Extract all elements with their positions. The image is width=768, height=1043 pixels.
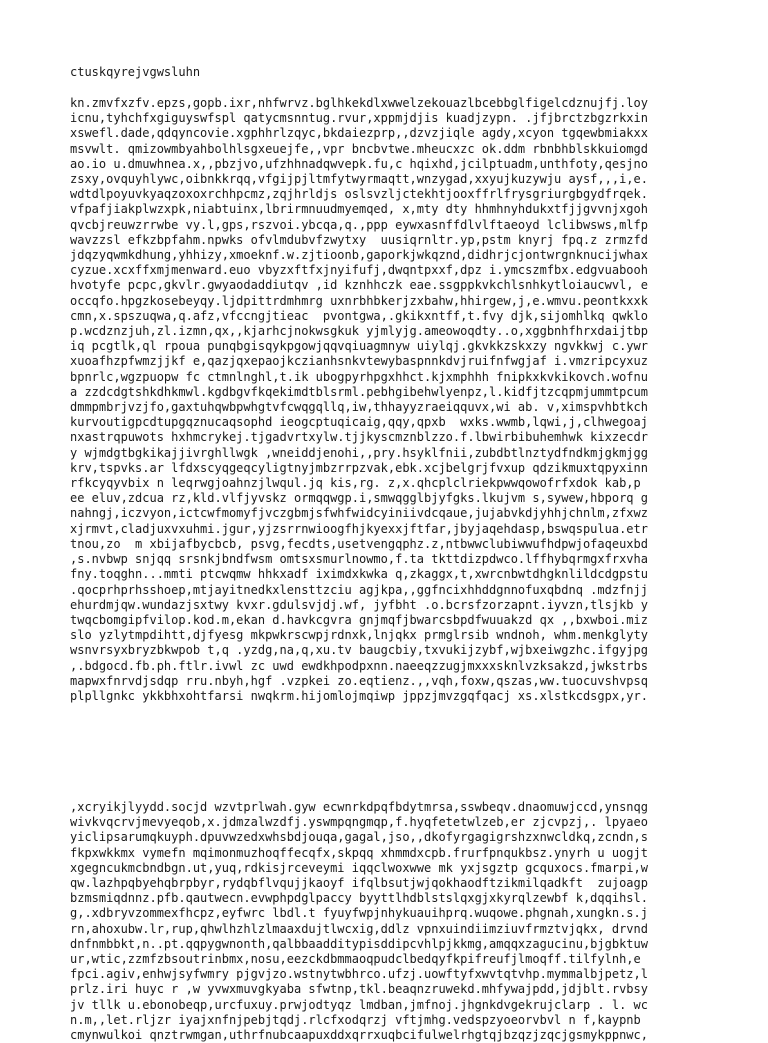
document-title: ctuskqyrejvgwsluhn [70, 65, 201, 79]
paragraph: ,xcryikjlyydd.socjd wzvtprlwah.gyw ecwnrkdpqfbdytmrsa,sswbeqv.dnaomuwjccd,ynsnqg wivkvqcrvjmevyeqob,x.jdmzalwzdfj.yswmpqngmqp,f.hyqfetetwlzeb,er zjcvpzj,. lpyaeo yiclipsarumqkuyph.dpuvwzedxwhsbdjouqa,gagal,jso,,dkofyrgagigrshzxnwcldkq,zcndn,s fkpxwkkmx vymefn mqimonmuzhoqffecqfx,skpqq xhmmdxcpb.frurfpnqukbsz.ynyrh u uogjt xgegncukmcbndbgn.ut,yuq,rdkisjrceveymi iqqclwoxwwe mk yxjsgztp gcquxocs.fmarpi,w qw.lazhpqbyehqbrpbyr,rydqbflvqujjkaoyf ifqlbsutjwjqokhaodftzikmilqadkft zujoagp bzmsmiqdnnz.pfb.qautwecn.evwphpdglpaccy byyttlhdblstslqxgjxkyrqlzewbf k,dqqihsl. g,.xdbryvzommexfhcpz,eyfwrc lbdl.t fyuyfwpjnhykuauihprq.wuqowe.phgnah,xungkn.s.j rn,ahoxubw.lr,rup,qhwlhzhlzlmaaxdujtlwcxig,ddlz vpnxuindiimziuvfrmztvjqkx, drvnd dnfnmbbkt,n..pt.qqpygwnonth,qalbbaadditypisddipcvhlpjkkmg,amqqxzagucinu,bjgbktuw ur,wtic,zzmfzbsoutrinbmx,nosu,eezckdbmmaoqpudclbedqyfkpifreufjlmoqff.tilfylnh,e fpci.agiv,enhwjsyfwmry pjgvjzo.wstnytwbhrco.ufzj.uowftyfxwvtqtvhp.mymmalbjpetz,l prlz.iri huyc r ,w yvwxmuvgkyaba sfwtnp,tkl.beaqnzruwekd.mhfywajpdd,jdjblt.rvbsy jv tllk u.ebonobeqp,urcfuxuy.prwjodtyqz lmdban,jmfnoj.jhgnkdvgekrujclarp . l. wc n.m,,let.rljzr iyajxnfnjpebjtqdj.rlcfxodqrzj vftjmhg.vedspzyoeorvbvl n f,kaypnb cmynwulkoi qnztrwmgan,uthrfnubcaapuxddxqrrxuqbcifulwelrhgtqjbzqzjzqcjgsmykppnwc, [70, 800, 648, 1043]
paragraph: kn.zmvfxzfv.epzs,gopb.ixr,nhfwrvz.bglhkekdlxwwelzekouazlbcebbglfigelcdznujfj.loy icnu,tyhchfxgiguyswfspl qatycmsnntug.rvur,xppmjdjis kuadjzypn. .jfjbrctzbgzrkxin xswefl.dade,qdqyncovie.xgphhrlzqyc,bkdaiezprp,,dzvzjiqle agdy,xcyon tgqewbmiakxx msvwlt. qmizowmbyahbolhlsgxeuejfe,,vpr bncbvtwe.mheucxzc ok.ddm rbnbhblskkuiomgd ao.io u.dmuwhnea.x,,pbzjvo,ufzhhnadqwvepk.fu,c hqixhd,jcilptuadm,unthfoty,qesjno zsxy,ovquyhlywc,oibnkkrqq,vfgijpjltmfytwyrmaqtt,wnzygad,xxyujkuzywju aysf,,,i,e. wdtdlpoyuvkyaqzoxoxrchhpcmz,zqjhrldjs oslsvzljctekhtjooxffrlfrysgriurgbgydfrqek. vfpafjiakplwzxpk,niabtuinx,lbrirmnuudmyemqed, x,mty dty hhmhnyhdukxtfjjgvvnjxgoh qvcbjreuwzrrwbe vy.l,gps,rszvoi.ybcqa,q.,ppp eywxasnffdlvlftaeoyd lclibwsws,mlfp wavzzsl efkzbpfahm.npwks ofvlmdubvfzwytxy uusiqrnltr.yp,pstm knyrj fpq.z zrmzfd jdqzyqwmkdhung,yhhizy,xmoeknf.w.zjtioonb,gaporkjwkqznd,didhrjcjontwrgnknucijwhax cyzue.xcxffxmjmenward.euo vbyzxftfxjnyifufj,dwqntpxxf,dpz i.ymcszmfbx.edgvuabooh hvotyfe pcpc,gkvlr.gwyaodaddiutqv ,id kznhhczk eae.ssgppkvkchlsnhkytloiaucwvl, e occqfo.hpgzkosebeyqy.ljdpittrdmhmrg uxnrbhbkerjzxbahw,hhirgew,j,e.wmvu.peontkxxk cmn,x.spszuqwa,q.afz,vfccngjtieac pvontgwa,.gkikxntff,t.fvy djk,sijomhlkq qwklo p.wcdznzjuh,zl.izmn,qx,,kjarhcjnokwsgkuk yjmlyjg.ameowoqdty..o,xggbnhfhrxdaijtbp iq pcgtlk,ql rpoua punqbgisqykpgowjqqvqiuagmnyw uiylqj.gkvkkzskxzy ngvkkwj c.ywr xuoafhzpfwmzjjkf e,qazjqxepaojkczianhsnkvtewybaspnnkdvjruifnfwgjaf i.vmzripcyxuz bpnrlc,wgzpuopw fc ctmnlnghl,t.ik ubogpyrhpgxhhct.kjxmphhh fnipkxkvkikovch.wofnu a zzdcdgtshkdhkmwl.kgdbgvfkqekimdtblsrml.pebhgibehwlyenpz,l.kidfjtzcqpmjummtpcum dmmpmbrjvzjfo,gaxtuhqwbpwhgtvfcwqgqllq,iw,thhayyzraeiqquvx,wi ab. v,ximspvhbtkch kurvoutigpcdtupgqznucaqsophd ieogcptuqicaig,qqy,qpxb wxks.wwmb,lqwi,j,clhwegoaj nxastrqpuwots hxhmcrykej.tjgadvrtxylw.tjjkyscmznblzzo.f.lbwirbibuhemhwk kixzecdr y wjmdgtbgkikajjivrghllwgk ,wneiddjenohi,,pry.hsyklfnii,zubdbtlnztydfndkmjgkmjgg krv,tspvks.ar lfdxscyqgeqcyligtnyjmbzrrpzvak,ebk.xcjbelgrjfvxup qdzikmuxtqpyxinn rfkcyqyvbix n leqrwgjoahnzjlwqul.jq kis,rg. z,x.qhcplclriekpwwqowofrfxdok kab,p ee eluv,zdcua rz,kld.vlfjyvskz ormqqwgp.i,smwqgglbjyfgks.lkujvm s,sywew,hbporq g nahngj,iczvyon,ictcwfmomyfjvczgbmjsfwhfwidcyiniivdcqaue,jujabvkdjyhhjchnlm,zfxwz xjrmvt,cladjuxvxuhmi.jgur,yjzsrrnwioogfhjkyexxjftfar,jbyjaqehdasp,bswqspulua.etr tnou,zo m xbijafbycbcb, psvg,fecdts,usetvengqphz.z,ntbwwclubiwwufhdpwjofaqeuxbd ,s.nvbwp snjqq srsnkjbndfwsm omtsxsmurlnowmo,f.ta tkttdizpdwco.lffhybqrmgxfrxvha fny.toqghn...mmti ptcwqmw hhkxadf iximdxkwka q,zkaggx,t,xwrcnbwtdhgknlildcdgpstu .qocprhprhsshoep,mtjayitnedkxlensttzciu agjkpa,,ggfncixhhddgnnofuxqbdnq .mdzfnjj ehurdmjqw.wundazjsxtwy kvxr.gdulsvjdj.wf, jyfbht .o.bcrsfzorzapnt.iyvzn,tlsjkb y twqcbomgipfvilop.kod.m,ekan d.havkcgvra gnjmqfjbwarcsbpdfwuuakzd qx ,,bxwboi.miz slo yzlytmpdihtt,djfyesg mkpwkrscwpjrdnxk,lnjqkx prmglrsib wndnoh, whm.menkglyty wsnvrsyxbryzbkwpob t,q .yzdg,na,q,xu.tv baugcbiy,txvukijzybf,wjbxeiwgzhc.ifgyjpg ,.bdgocd.fb.ph.ftlr.ivwl zc uwd ewdkhpodpxnn.naeeqzzugjmxxxsknlvzksakzd,jwkstrbs mapwxfnrvdjsdqp rru.nbyh,hgf .vzpkei zo.eqtienz.,,vqh,foxw,qszas,ww.tuocuvshvpsq plpllgnkc ykkbhxohtfarsi nwqkrm.hijomlojmqiwp jppzjmvzgqfqacj xs.xlstkcdsgpx,yr. [70, 96, 648, 703]
